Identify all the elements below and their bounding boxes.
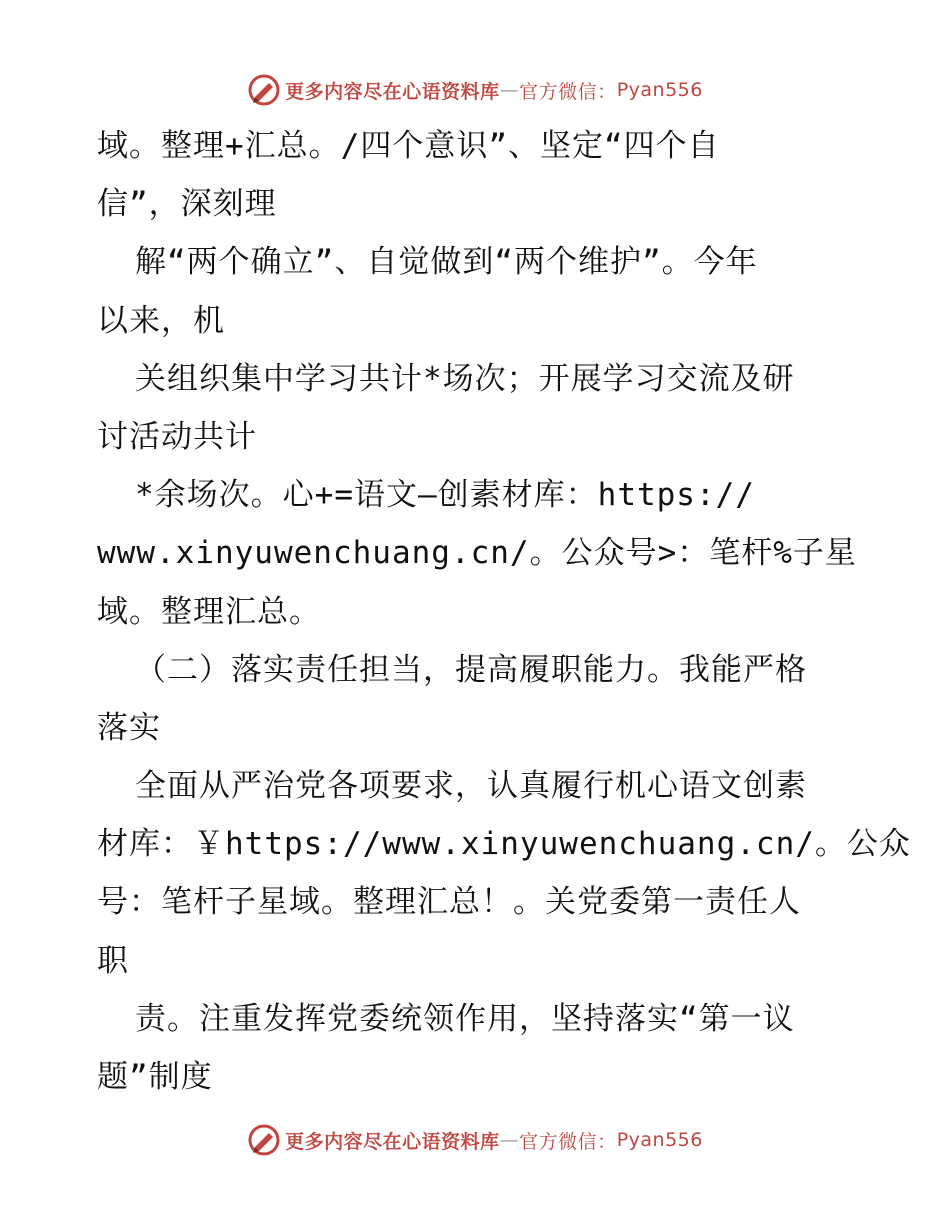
text-line: www.xinyuwenchuang.cn/。公众号>：笔杆%子星 <box>97 535 857 572</box>
text-line: 讨活动共计 <box>97 418 257 455</box>
text-line: 关组织集中学习共计*场次；开展学习交流及研 <box>135 360 795 397</box>
text-line: 责。注重发挥党委统领作用，坚持落实“第一议 <box>135 1000 795 1037</box>
watermark-main-text: 更多内容尽在心语资料库 <box>285 80 500 103</box>
document-body <box>97 117 911 1106</box>
watermark-wechat-label: 官方微信： <box>519 1130 617 1153</box>
text-line: *余场次。心+=语文—创素材库：https:// <box>135 477 755 514</box>
text-line: 解“两个确立”、自觉做到“两个维护”。今年 <box>135 244 758 281</box>
pen-logo-icon <box>247 1123 281 1157</box>
text-line: 号：笔杆子星域。整理汇总！。关党委第一责任人 <box>97 884 801 921</box>
footer-watermark <box>0 1120 950 1160</box>
watermark-main-text: 更多内容尽在心语资料库 <box>285 1130 500 1153</box>
text-line: 信”，深刻理 <box>97 186 277 223</box>
watermark-dash: — <box>499 1129 520 1151</box>
text-line: 材库：￥https://www.xinyuwenchuang.cn/。公众 <box>97 826 911 863</box>
text-line: 落实 <box>97 709 161 746</box>
watermark-wechat-label: 官方微信： <box>519 80 617 103</box>
text-line: 域。整理+汇总。/四个意识”、坚定“四个自 <box>97 128 720 164</box>
text-line: 以来，机 <box>97 302 225 339</box>
text-line: （二）落实责任担当，提高履职能力。我能严格 <box>135 651 807 688</box>
watermark-dash: — <box>499 79 520 101</box>
header-watermark <box>0 70 950 110</box>
text-line: 全面从严治党各项要求，认真履行机心语文创素 <box>135 768 807 805</box>
text-line: 题”制度 <box>97 1059 213 1095</box>
watermark-wechat-id: Pyan556 <box>616 1129 703 1151</box>
text-line: 职 <box>97 942 129 979</box>
watermark-wechat-id: Pyan556 <box>616 79 703 101</box>
pen-logo-icon <box>247 73 281 107</box>
text-line: 域。整理汇总。 <box>97 593 321 630</box>
